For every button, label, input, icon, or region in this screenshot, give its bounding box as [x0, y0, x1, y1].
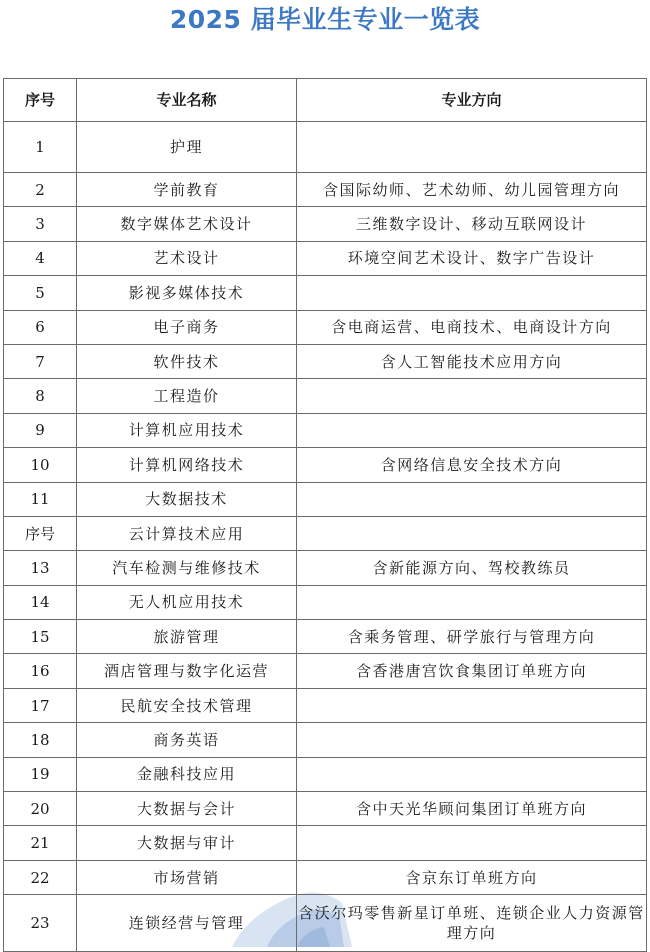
major-name: 软件技术 [77, 344, 297, 378]
major-name: 汽车检测与维修技术 [77, 551, 297, 585]
major-direction [297, 723, 647, 757]
table-row [4, 241, 647, 275]
row-number: 22 [4, 860, 77, 894]
row-number: 18 [4, 723, 77, 757]
major-direction: 含中天光华顾问集团订单班方向 [297, 792, 647, 826]
table-row [4, 551, 647, 585]
table-row [4, 895, 647, 952]
row-number: 21 [4, 826, 77, 860]
major-direction [297, 585, 647, 619]
table-row [4, 826, 647, 860]
row-number: 5 [4, 276, 77, 310]
row-number: 10 [4, 448, 77, 482]
major-direction: 含京东订单班方向 [297, 860, 647, 894]
major-name: 影视多媒体技术 [77, 276, 297, 310]
table-row [4, 310, 647, 344]
table-row [4, 207, 647, 241]
table-row [4, 757, 647, 791]
table-row [4, 860, 647, 894]
major-direction [297, 516, 647, 550]
header-number: 序号 [4, 79, 77, 122]
row-number: 6 [4, 310, 77, 344]
major-name: 连锁经营与管理 [77, 895, 297, 952]
row-number: 3 [4, 207, 77, 241]
table-row [4, 792, 647, 826]
row-number: 11 [4, 482, 77, 516]
row-number: 7 [4, 344, 77, 378]
major-direction [297, 276, 647, 310]
major-direction: 三维数字设计、移动互联网设计 [297, 207, 647, 241]
major-name: 云计算技术应用 [77, 516, 297, 550]
major-name: 计算机应用技术 [77, 413, 297, 447]
major-direction: 含人工智能技术应用方向 [297, 344, 647, 378]
row-number: 序号 [4, 516, 77, 550]
row-number: 1 [4, 122, 77, 173]
table-header-row [4, 79, 647, 122]
major-direction [297, 379, 647, 413]
table-row [4, 688, 647, 722]
major-name: 大数据技术 [77, 482, 297, 516]
row-number: 16 [4, 654, 77, 688]
major-direction [297, 757, 647, 791]
row-number: 14 [4, 585, 77, 619]
major-direction [297, 826, 647, 860]
major-name: 电子商务 [77, 310, 297, 344]
major-direction: 含国际幼师、艺术幼师、幼儿园管理方向 [297, 173, 647, 207]
header-major-name: 专业名称 [77, 79, 297, 122]
row-number: 13 [4, 551, 77, 585]
row-number: 20 [4, 792, 77, 826]
table-row [4, 413, 647, 447]
table-row [4, 482, 647, 516]
major-name: 民航安全技术管理 [77, 688, 297, 722]
table-row [4, 344, 647, 378]
major-name: 金融科技应用 [77, 757, 297, 791]
major-name: 市场营销 [77, 860, 297, 894]
major-name: 护理 [77, 122, 297, 173]
table-row [4, 516, 647, 550]
row-number: 2 [4, 173, 77, 207]
major-direction: 含香港唐宫饮食集团订单班方向 [297, 654, 647, 688]
table-row [4, 448, 647, 482]
major-name: 计算机网络技术 [77, 448, 297, 482]
table-row [4, 173, 647, 207]
major-name: 酒店管理与数字化运营 [77, 654, 297, 688]
major-name: 无人机应用技术 [77, 585, 297, 619]
row-number: 23 [4, 895, 77, 952]
row-number: 9 [4, 413, 77, 447]
major-name: 工程造价 [77, 379, 297, 413]
row-number: 19 [4, 757, 77, 791]
major-name: 旅游管理 [77, 620, 297, 654]
major-direction [297, 688, 647, 722]
major-direction [297, 122, 647, 173]
row-number: 15 [4, 620, 77, 654]
table-row [4, 585, 647, 619]
table-row [4, 723, 647, 757]
row-number: 8 [4, 379, 77, 413]
major-direction [297, 413, 647, 447]
row-number: 4 [4, 241, 77, 275]
table-row [4, 276, 647, 310]
major-direction [297, 482, 647, 516]
header-major-direction: 专业方向 [297, 79, 647, 122]
major-direction: 环境空间艺术设计、数字广告设计 [297, 241, 647, 275]
major-direction: 含新能源方向、驾校教练员 [297, 551, 647, 585]
row-number: 17 [4, 688, 77, 722]
table-row [4, 654, 647, 688]
table-row [4, 379, 647, 413]
major-name: 大数据与会计 [77, 792, 297, 826]
page-title: 2025 届毕业生专业一览表 [169, 5, 481, 34]
majors-table [3, 78, 647, 952]
table-row [4, 122, 647, 173]
major-name: 数字媒体艺术设计 [77, 207, 297, 241]
major-name: 商务英语 [77, 723, 297, 757]
major-direction: 含网络信息安全技术方向 [297, 448, 647, 482]
major-name: 学前教育 [77, 173, 297, 207]
table-row [4, 620, 647, 654]
major-name: 艺术设计 [77, 241, 297, 275]
major-name: 大数据与审计 [77, 826, 297, 860]
major-direction: 含电商运营、电商技术、电商设计方向 [297, 310, 647, 344]
major-direction: 含乘务管理、研学旅行与管理方向 [297, 620, 647, 654]
major-direction: 含沃尔玛零售新星订单班、连锁企业人力资源管理方向 [297, 895, 647, 952]
